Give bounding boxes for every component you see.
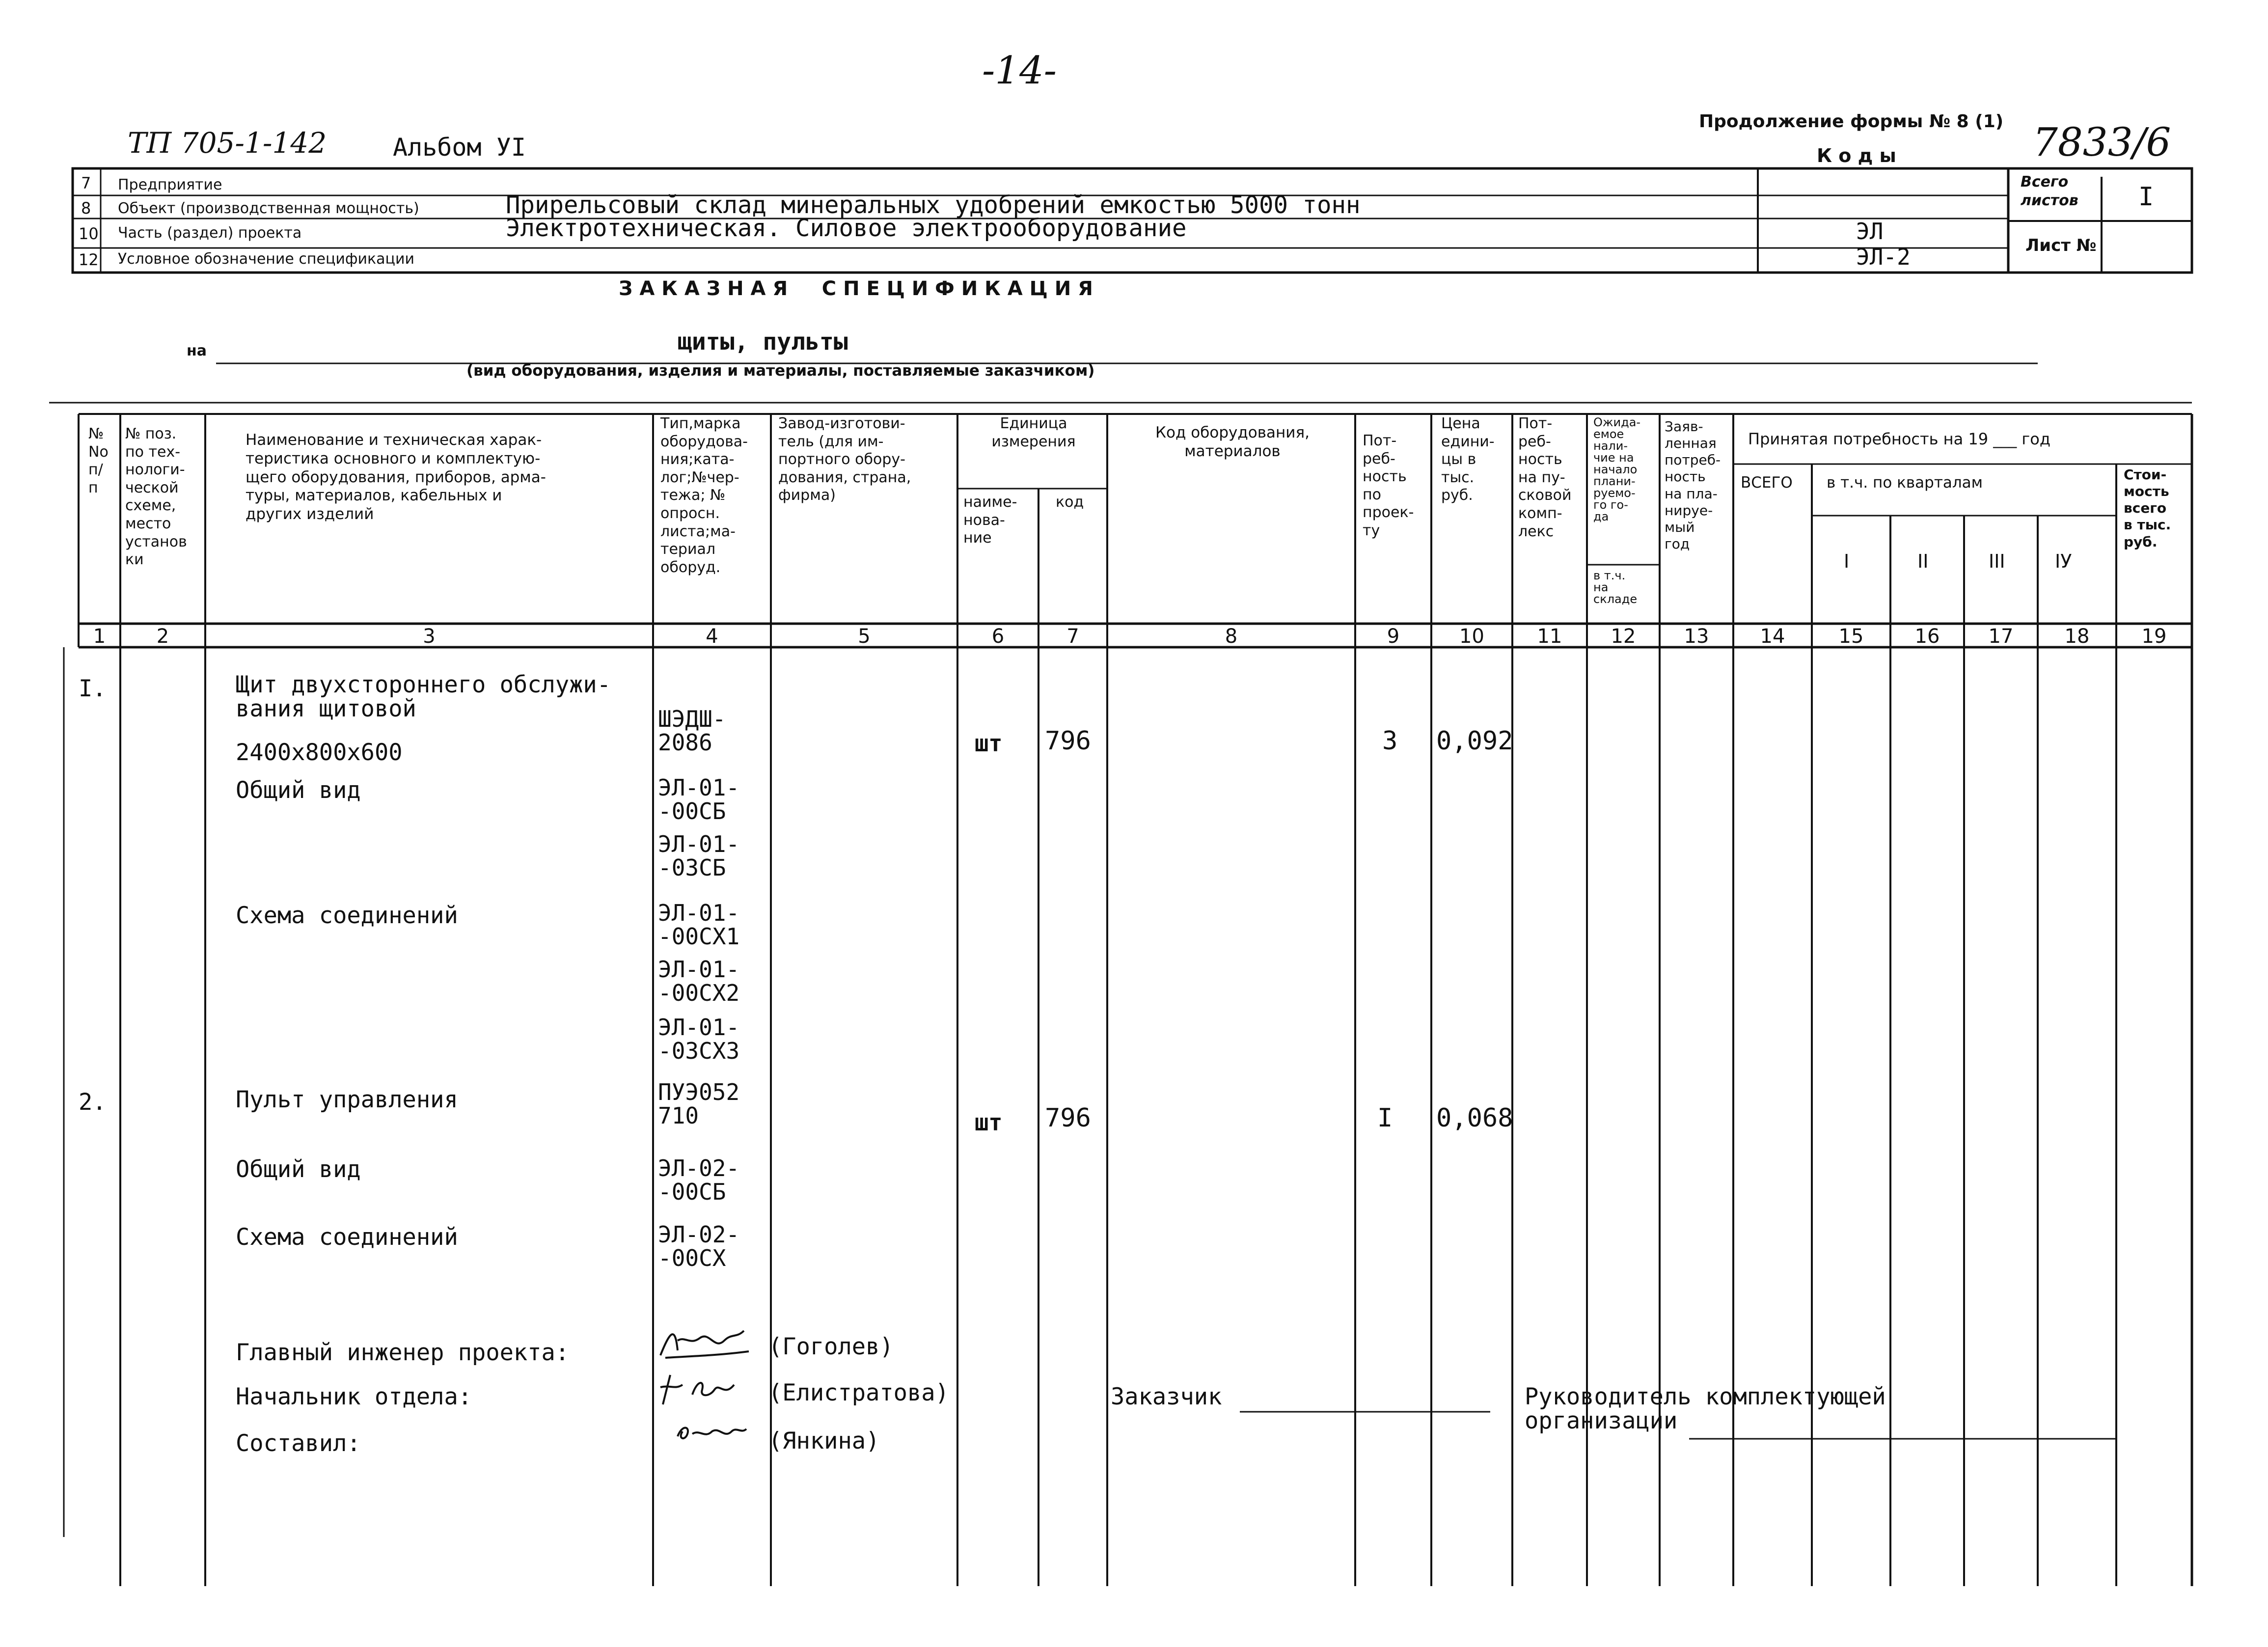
item-2-drawing-1: ЭЛ-02- -00СБ xyxy=(658,1155,740,1206)
col-number: 1 xyxy=(93,625,106,648)
header-row-label: Часть (раздел) проекта xyxy=(118,224,302,242)
item-1-drawing-5: ЭЛ-01- -03СХ3 xyxy=(658,1014,740,1065)
col-header-15: I xyxy=(1844,550,1850,572)
object-name: Прирельсовый склад минеральных удобрений емкостью 5000 тонн xyxy=(506,191,1361,219)
header-row-label: Предприятие xyxy=(118,176,222,193)
col-header-19: Стои- мость всего в тыс. руб. xyxy=(2124,467,2171,550)
col-number: 6 xyxy=(991,625,1005,648)
item-1-drawing-2: ЭЛ-01- -03СБ xyxy=(658,831,740,881)
col-header-5: Завод-изготови- тель (для им- портного обору- дования, страна, фирма) xyxy=(778,415,911,504)
col-header-18: IУ xyxy=(2055,550,2072,572)
spec-designation-code: ЭЛ-2 xyxy=(1856,244,1911,270)
col-header-11: Пот- реб- ность на пу- сковой комп- лекс xyxy=(1518,415,1572,540)
item-1-price: 0,092 xyxy=(1436,726,1513,756)
header-row-label: Условное обозначение спецификации xyxy=(118,250,414,268)
col-number: 18 xyxy=(2064,625,2090,648)
header-row-num: 8 xyxy=(81,199,91,218)
col-number: 5 xyxy=(858,625,871,648)
total-sheets-value: I xyxy=(2138,182,2154,212)
spec-subject: щиты, пульты xyxy=(678,328,848,356)
form-note: Продолжение формы № 8 (1) xyxy=(1699,111,2004,132)
album-label: Альбом УI xyxy=(393,133,526,162)
col-header-3: Наименование и техническая харак- теристика основного и комплектую- щего оборудования, приборов, арма- туры, материалов, кабельных и других изделий xyxy=(246,431,546,523)
col-header-unit: Единица измерения xyxy=(991,415,1076,450)
col-number: 2 xyxy=(156,625,169,648)
col-number: 11 xyxy=(1537,625,1562,648)
col-number: 7 xyxy=(1066,625,1079,648)
codes-label: К о д ы xyxy=(1817,145,1896,166)
on-label: на xyxy=(187,342,207,359)
item-1-unit-code: 796 xyxy=(1045,726,1091,756)
header-row-num: 10 xyxy=(79,224,99,243)
item-1-general-view: Общий вид xyxy=(236,777,361,804)
col-header-4: Тип,марка оборудова- ния;ката- лог;№чер- тежа; № опросн. листа;ма- териал оборуд. xyxy=(660,415,748,576)
col-number: 16 xyxy=(1914,625,1940,648)
col-number: 13 xyxy=(1684,625,1709,648)
col-header-6: наиме- нова- ние xyxy=(963,494,1017,547)
item-1-qty: 3 xyxy=(1382,726,1398,756)
col-header-16: II xyxy=(1917,550,1929,572)
col-number: 15 xyxy=(1838,625,1864,648)
department-head-label: Начальник отдела: xyxy=(236,1383,472,1410)
document-number: 7833/6 xyxy=(2033,119,2171,165)
project-part: Электротехническая. Силовое электрооборудование xyxy=(506,214,1187,242)
col-header-7: код xyxy=(1056,494,1084,511)
compiled-by-name: (Янкина) xyxy=(768,1427,880,1455)
spec-subject-note: (вид оборудования, изделия и материалы, поставляемые заказчиком) xyxy=(466,362,1095,380)
supplier-org-signature-line xyxy=(1689,1436,2121,1441)
col-header-8: Код оборудования, материалов xyxy=(1155,424,1310,460)
project-part-code: ЭЛ xyxy=(1856,218,1884,245)
item-2-scheme: Схема соединений xyxy=(236,1224,458,1251)
col-header-14: ВСЕГО xyxy=(1741,474,1793,492)
col-number: 17 xyxy=(1988,625,2014,648)
item-2-unit: шт xyxy=(975,1109,1003,1136)
item-2-name: Пульт управления xyxy=(236,1086,458,1113)
chief-engineer-label: Главный инженер проекта: xyxy=(236,1339,570,1366)
item-1-type: ШЭДШ- 2086 xyxy=(658,706,726,756)
item-1-unit: шт xyxy=(975,730,1003,757)
compiled-by-signature xyxy=(673,1419,751,1449)
col-header-12-stock: в т.ч. на складе xyxy=(1593,569,1638,606)
page-number: -14- xyxy=(982,49,1057,93)
col-header-10: Цена едини- цы в тыс. руб. xyxy=(1441,415,1495,504)
col-header-2: № поз. по тех- нологи- ческой схеме, место установ ки xyxy=(125,425,187,569)
col-number: 9 xyxy=(1387,625,1400,648)
col-header-accepted: Принятая потребность на 19 ___ год xyxy=(1748,430,2050,448)
customer-signature-line xyxy=(1240,1409,1495,1414)
col-header-13: Заяв- ленная потреб- ность на пла- нируе- мый год xyxy=(1665,418,1721,552)
department-head-name: (Елистратова) xyxy=(768,1379,949,1406)
col-number: 10 xyxy=(1459,625,1484,648)
supplier-org-label: Руководитель комплектующей организации xyxy=(1525,1383,1886,1435)
sheet-number-label: Лист № xyxy=(2025,236,2097,255)
col-header-1: № No п/ п xyxy=(88,425,109,496)
col-header-9: Пот- реб- ность по проек- ту xyxy=(1363,432,1414,539)
col-number: 14 xyxy=(1760,625,1785,648)
header-row-num: 7 xyxy=(81,174,91,192)
chief-engineer-name: (Гоголев) xyxy=(768,1333,894,1360)
item-2-qty: I xyxy=(1377,1103,1393,1133)
total-sheets-label: Всего листов xyxy=(2021,173,2078,209)
item-1-drawing-1: ЭЛ-01- -00СБ xyxy=(658,774,740,825)
item-2-type: ПУЭ052 710 xyxy=(658,1079,740,1129)
item-2-general-view: Общий вид xyxy=(236,1156,361,1183)
chief-engineer-signature xyxy=(656,1321,754,1365)
item-2-unit-code: 796 xyxy=(1045,1103,1091,1133)
col-number: 4 xyxy=(706,625,718,648)
series-code: ТП 705-1-142 xyxy=(128,126,327,160)
spec-title: З А К А З Н А Я С П Е Ц И Ф И К А Ц И Я xyxy=(619,277,1093,300)
item-1-number: I. xyxy=(79,675,107,702)
compiled-by-label: Составил: xyxy=(236,1430,361,1457)
item-1-drawing-3: ЭЛ-01- -00СХ1 xyxy=(658,900,740,950)
col-header-17: III xyxy=(1989,550,2005,572)
item-2-number: 2. xyxy=(79,1089,107,1116)
item-1-dimensions: 2400х800х600 xyxy=(236,739,403,766)
col-number: 12 xyxy=(1611,625,1636,648)
col-number: 19 xyxy=(2141,625,2167,648)
department-head-signature xyxy=(656,1368,744,1412)
item-2-price: 0,068 xyxy=(1436,1103,1513,1133)
header-row-label: Объект (производственная мощность) xyxy=(118,200,419,217)
item-2-drawing-2: ЭЛ-02- -00СХ xyxy=(658,1221,740,1272)
col-header-quarters: в т.ч. по кварталам xyxy=(1827,474,1983,492)
col-header-12: Ожида- емое нали- чие на начало плани- руемо- го го- да xyxy=(1593,415,1641,523)
item-1-drawing-4: ЭЛ-01- -00СХ2 xyxy=(658,956,740,1007)
item-1-scheme: Схема соединений xyxy=(236,902,458,929)
item-1-name: Щит двухстороннего обслужи- вания щитовой xyxy=(236,671,611,723)
header-row-num: 12 xyxy=(79,250,99,269)
col-number: 8 xyxy=(1225,625,1238,648)
customer-label: Заказчик xyxy=(1111,1383,1222,1410)
col-number: 3 xyxy=(423,625,436,648)
